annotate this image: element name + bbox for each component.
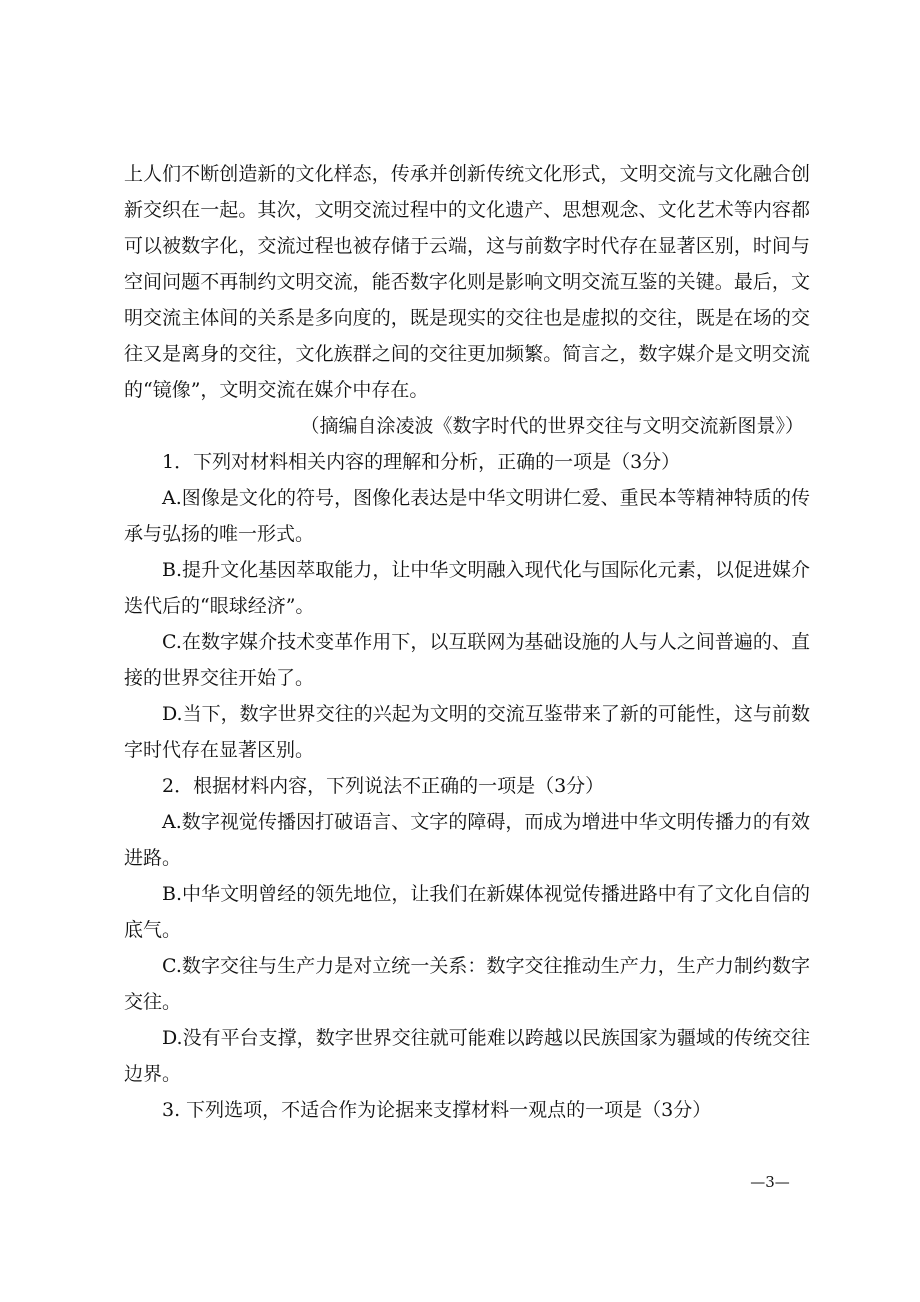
page-number: —3— [750,1173,790,1191]
question-2-option-b: B.中华文明曾经的领先地位，让我们在新媒体视觉传播进路中有了文化自信的底气。 [124,883,810,941]
passage-source: （摘编自涂凌波《数字时代的世界交往与文明交流新图景》） [300,415,804,437]
page-content [124,156,810,1128]
question-1-option-d: D.当下，数字世界交往的兴起为文明的交流互鉴带来了新的可能性，这与前数字时代存在显著区别。 [124,703,810,761]
passage-continuation: 上人们不断创造新的文化样态，传承并创新传统文化形式，文明交流与文化融合创新交织在一起。其次，文明交流过程中的文化遗产、思想观念、文化艺术等内容都可以被数字化，交流过程也被存储于云端，这与前数字时代存在显著区别，时间与空间问题不再制约文明交流，能否数字化则是影响文明交流互鉴的关键。最后，文明交流主体间的关系是多向度的，既是现实的交往也是虚拟的交往，既是在场的交往又是离身的交往，文化族群之间的交往更加频繁。简言之，数字媒介是文明交流的“镜像”，文明交流在媒介中存在。 [124,163,810,401]
question-3-stem: 3. 下列选项，不适合作为论据来支撑材料一观点的一项是（3分） [162,1099,712,1121]
question-1-stem: 1．下列对材料相关内容的理解和分析，正确的一项是（3分） [162,451,681,473]
question-2-option-c: C.数字交往与生产力是对立统一关系：数字交往推动生产力，生产力制约数字交往。 [124,955,810,1013]
question-2-option-d: D.没有平台支撑，数字世界交往就可能难以跨越以民族国家为疆域的传统交往边界。 [124,1027,810,1085]
question-2-option-a: A.数字视觉传播因打破语言、文字的障碍，而成为增进中华文明传播力的有效进路。 [124,811,810,869]
question-1-option-c: C.在数字媒介技术变革作用下，以互联网为基础设施的人与人之间普遍的、直接的世界交往开始了。 [124,631,810,689]
question-1-option-a: A.图像是文化的符号，图像化表达是中华文明讲仁爱、重民本等精神特质的传承与弘扬的唯一形式。 [124,487,810,545]
question-2-stem: 2．根据材料内容，下列说法不正确的一项是（3分） [162,775,605,797]
question-1-option-b: B.提升文化基因萃取能力，让中华文明融入现代化与国际化元素，以促进媒介迭代后的“眼球经济”。 [124,559,810,617]
